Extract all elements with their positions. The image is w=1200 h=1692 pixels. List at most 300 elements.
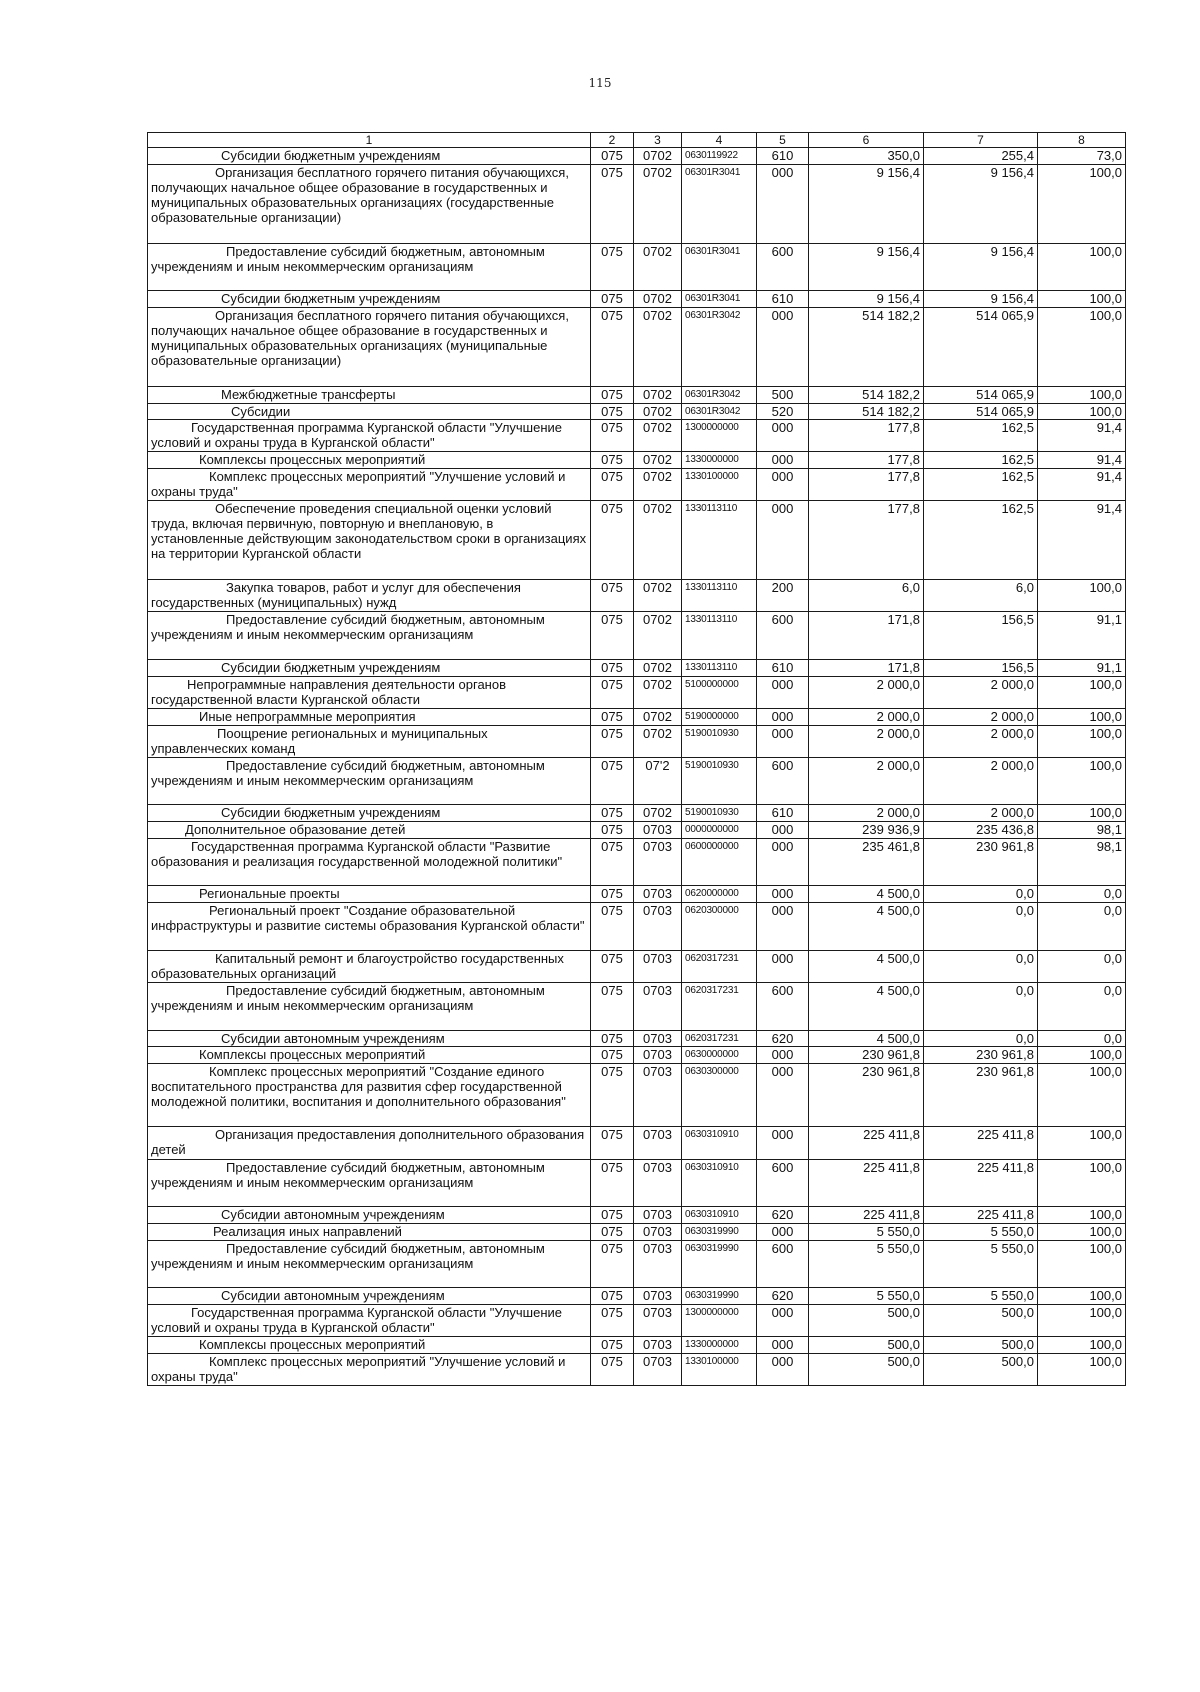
budget-item-name: Предоставление субсидий бюджетным, автономным учреждениям и иным некоммерческим организациям — [148, 243, 591, 291]
budget-item-name: Субсидии автономным учреждениям — [148, 1030, 591, 1047]
admin-code: 075 — [591, 676, 634, 708]
budget-item-name: Комплекс процессных мероприятий "Улучшение условий и охраны труда" — [148, 468, 591, 500]
approved-amount: 2 000,0 — [809, 676, 924, 708]
budget-item-name: Субсидии — [148, 403, 591, 420]
executed-amount: 225 411,8 — [924, 1127, 1038, 1159]
approved-amount: 500,0 — [809, 1337, 924, 1354]
budget-item-name: Дополнительное образование детей — [148, 822, 591, 839]
expense-type-code: 000 — [757, 1047, 809, 1064]
approved-amount: 235 461,8 — [809, 838, 924, 886]
admin-code: 075 — [591, 1064, 634, 1127]
approved-amount: 500,0 — [809, 1304, 924, 1336]
execution-percent: 91,4 — [1038, 452, 1126, 469]
admin-code: 075 — [591, 501, 634, 580]
execution-percent: 0,0 — [1038, 1030, 1126, 1047]
section-code: 0702 — [634, 660, 682, 677]
budget-item-name: Реализация иных направлений — [148, 1224, 591, 1241]
column-number-header: 3 — [634, 133, 682, 148]
expense-type-code: 610 — [757, 291, 809, 308]
execution-percent: 100,0 — [1038, 805, 1126, 822]
target-article-code: 0000000000 — [682, 822, 757, 839]
admin-code: 075 — [591, 1127, 634, 1159]
expense-type-code: 000 — [757, 1304, 809, 1336]
expense-type-code: 000 — [757, 708, 809, 725]
executed-amount: 6,0 — [924, 580, 1038, 612]
target-article-code: 1300000000 — [682, 420, 757, 452]
approved-amount: 514 182,2 — [809, 307, 924, 386]
table-row — [148, 903, 1126, 951]
section-code: 0703 — [634, 983, 682, 1031]
table-row — [148, 452, 1126, 469]
target-article-code: 5190010930 — [682, 757, 757, 805]
section-code: 0703 — [634, 903, 682, 951]
admin-code: 075 — [591, 822, 634, 839]
target-article-code: 1330113110 — [682, 612, 757, 660]
execution-percent: 100,0 — [1038, 1337, 1126, 1354]
executed-amount: 9 156,4 — [924, 291, 1038, 308]
executed-amount: 500,0 — [924, 1353, 1038, 1385]
table-row — [148, 708, 1126, 725]
table-row — [148, 660, 1126, 677]
executed-amount: 225 411,8 — [924, 1207, 1038, 1224]
table-row — [148, 243, 1126, 291]
table-row — [148, 1030, 1126, 1047]
table-row — [148, 1159, 1126, 1207]
budget-item-name: Комплексы процессных мероприятий — [148, 452, 591, 469]
table-row — [148, 1353, 1126, 1385]
section-code: 0703 — [634, 1288, 682, 1305]
admin-code: 075 — [591, 403, 634, 420]
admin-code: 075 — [591, 1288, 634, 1305]
expense-type-code: 520 — [757, 403, 809, 420]
execution-percent: 100,0 — [1038, 757, 1126, 805]
executed-amount: 255,4 — [924, 148, 1038, 165]
approved-amount: 230 961,8 — [809, 1064, 924, 1127]
budget-item-name: Субсидии бюджетным учреждениям — [148, 660, 591, 677]
table-row — [148, 822, 1126, 839]
table-row — [148, 420, 1126, 452]
table-row — [148, 1224, 1126, 1241]
execution-percent: 0,0 — [1038, 903, 1126, 951]
approved-amount: 177,8 — [809, 452, 924, 469]
expense-type-code: 000 — [757, 950, 809, 982]
target-article-code: 06301R3042 — [682, 386, 757, 403]
budget-item-name: Региональные проекты — [148, 886, 591, 903]
expense-type-code: 000 — [757, 452, 809, 469]
admin-code: 075 — [591, 148, 634, 165]
execution-percent: 91,1 — [1038, 660, 1126, 677]
target-article-code: 1330113110 — [682, 580, 757, 612]
budget-item-name: Комплекс процессных мероприятий "Улучшение условий и охраны труда" — [148, 1353, 591, 1385]
executed-amount: 162,5 — [924, 420, 1038, 452]
approved-amount: 4 500,0 — [809, 903, 924, 951]
target-article-code: 1330113110 — [682, 660, 757, 677]
expense-type-code: 000 — [757, 903, 809, 951]
table-row — [148, 886, 1126, 903]
table-row — [148, 1064, 1126, 1127]
section-code: 0703 — [634, 1353, 682, 1385]
execution-percent: 100,0 — [1038, 403, 1126, 420]
admin-code: 075 — [591, 886, 634, 903]
executed-amount: 235 436,8 — [924, 822, 1038, 839]
budget-item-name: Государственная программа Курганской области "Улучшение условий и охраны труда в Курганской области" — [148, 1304, 591, 1336]
target-article-code: 5190000000 — [682, 708, 757, 725]
target-article-code: 06301R3041 — [682, 164, 757, 243]
execution-percent: 100,0 — [1038, 386, 1126, 403]
executed-amount: 2 000,0 — [924, 708, 1038, 725]
approved-amount: 4 500,0 — [809, 1030, 924, 1047]
column-number-header: 8 — [1038, 133, 1126, 148]
budget-item-name: Субсидии бюджетным учреждениям — [148, 805, 591, 822]
budget-item-name: Межбюджетные трансферты — [148, 386, 591, 403]
budget-item-name: Комплекс процессных мероприятий "Создание единого воспитательного пространства для развития сфер государственной молодежной политики, воспитания и дополнительного образования" — [148, 1064, 591, 1127]
admin-code: 075 — [591, 307, 634, 386]
expense-type-code: 000 — [757, 886, 809, 903]
approved-amount: 350,0 — [809, 148, 924, 165]
approved-amount: 514 182,2 — [809, 403, 924, 420]
section-code: 0703 — [634, 950, 682, 982]
approved-amount: 225 411,8 — [809, 1159, 924, 1207]
budget-item-name: Субсидии бюджетным учреждениям — [148, 291, 591, 308]
budget-item-name: Организация бесплатного горячего питания обучающихся, получающих начальное общее образование в государственных и муниципальных образовательных организациях (муниципальные образовательные организации) — [148, 307, 591, 386]
table-row — [148, 148, 1126, 165]
execution-percent: 100,0 — [1038, 307, 1126, 386]
target-article-code: 5100000000 — [682, 676, 757, 708]
budget-item-name: Предоставление субсидий бюджетным, автономным учреждениям и иным некоммерческим организациям — [148, 757, 591, 805]
executed-amount: 5 550,0 — [924, 1240, 1038, 1288]
target-article-code: 1330100000 — [682, 468, 757, 500]
execution-percent: 98,1 — [1038, 838, 1126, 886]
section-code: 0703 — [634, 1159, 682, 1207]
expense-type-code: 600 — [757, 612, 809, 660]
admin-code: 075 — [591, 1240, 634, 1288]
executed-amount: 9 156,4 — [924, 164, 1038, 243]
budget-table-body — [148, 148, 1126, 1386]
admin-code: 075 — [591, 1030, 634, 1047]
section-code: 0703 — [634, 1030, 682, 1047]
execution-percent: 0,0 — [1038, 886, 1126, 903]
approved-amount: 6,0 — [809, 580, 924, 612]
expense-type-code: 000 — [757, 468, 809, 500]
expense-type-code: 200 — [757, 580, 809, 612]
section-code: 0702 — [634, 243, 682, 291]
executed-amount: 0,0 — [924, 1030, 1038, 1047]
budget-item-name: Предоставление субсидий бюджетным, автономным учреждениям и иным некоммерческим организациям — [148, 612, 591, 660]
approved-amount: 5 550,0 — [809, 1224, 924, 1241]
section-code: 0702 — [634, 612, 682, 660]
execution-percent: 100,0 — [1038, 1127, 1126, 1159]
target-article-code: 06301R3042 — [682, 403, 757, 420]
executed-amount: 514 065,9 — [924, 403, 1038, 420]
target-article-code: 0630319990 — [682, 1224, 757, 1241]
executed-amount: 500,0 — [924, 1337, 1038, 1354]
expense-type-code: 000 — [757, 420, 809, 452]
table-row — [148, 1288, 1126, 1305]
executed-amount: 2 000,0 — [924, 805, 1038, 822]
expense-type-code: 000 — [757, 822, 809, 839]
table-row — [148, 1047, 1126, 1064]
admin-code: 075 — [591, 164, 634, 243]
admin-code: 075 — [591, 1207, 634, 1224]
budget-item-name: Субсидии автономным учреждениям — [148, 1207, 591, 1224]
executed-amount: 162,5 — [924, 501, 1038, 580]
section-code: 0703 — [634, 838, 682, 886]
executed-amount: 0,0 — [924, 983, 1038, 1031]
approved-amount: 225 411,8 — [809, 1127, 924, 1159]
expense-type-code: 600 — [757, 1159, 809, 1207]
approved-amount: 2 000,0 — [809, 708, 924, 725]
column-number-header: 6 — [809, 133, 924, 148]
execution-percent: 100,0 — [1038, 580, 1126, 612]
expense-type-code: 600 — [757, 757, 809, 805]
executed-amount: 156,5 — [924, 660, 1038, 677]
admin-code: 075 — [591, 1224, 634, 1241]
column-number-header: 7 — [924, 133, 1038, 148]
table-row — [148, 468, 1126, 500]
executed-amount: 0,0 — [924, 950, 1038, 982]
section-code: 0703 — [634, 1207, 682, 1224]
table-row — [148, 1240, 1126, 1288]
section-code: 0702 — [634, 805, 682, 822]
approved-amount: 5 550,0 — [809, 1240, 924, 1288]
target-article-code: 0630319990 — [682, 1240, 757, 1288]
expense-type-code: 620 — [757, 1207, 809, 1224]
target-article-code: 1330000000 — [682, 1337, 757, 1354]
budget-item-name: Государственная программа Курганской области "Развитие образования и реализация государственной молодежной политики" — [148, 838, 591, 886]
section-code: 0703 — [634, 1304, 682, 1336]
target-article-code: 0630319990 — [682, 1288, 757, 1305]
execution-percent: 100,0 — [1038, 1207, 1126, 1224]
expense-type-code: 000 — [757, 838, 809, 886]
target-article-code: 0630300000 — [682, 1064, 757, 1127]
expense-type-code: 000 — [757, 1337, 809, 1354]
approved-amount: 225 411,8 — [809, 1207, 924, 1224]
budget-item-name: Закупка товаров, работ и услуг для обеспечения государственных (муниципальных) нужд — [148, 580, 591, 612]
admin-code: 075 — [591, 1353, 634, 1385]
execution-percent: 100,0 — [1038, 243, 1126, 291]
section-code: 0702 — [634, 452, 682, 469]
target-article-code: 06301R3041 — [682, 291, 757, 308]
table-row — [148, 164, 1126, 243]
target-article-code: 5190010930 — [682, 805, 757, 822]
executed-amount: 5 550,0 — [924, 1224, 1038, 1241]
target-article-code: 0620317231 — [682, 950, 757, 982]
execution-percent: 73,0 — [1038, 148, 1126, 165]
execution-percent: 91,1 — [1038, 612, 1126, 660]
executed-amount: 156,5 — [924, 612, 1038, 660]
column-number-header: 1 — [148, 133, 591, 148]
target-article-code: 0620317231 — [682, 983, 757, 1031]
expense-type-code: 000 — [757, 676, 809, 708]
target-article-code: 0630000000 — [682, 1047, 757, 1064]
approved-amount: 9 156,4 — [809, 243, 924, 291]
admin-code: 075 — [591, 468, 634, 500]
expense-type-code: 000 — [757, 1127, 809, 1159]
budget-item-name: Комплексы процессных мероприятий — [148, 1047, 591, 1064]
expense-type-code: 000 — [757, 725, 809, 757]
admin-code: 075 — [591, 580, 634, 612]
expense-type-code: 620 — [757, 1288, 809, 1305]
column-number-header: 4 — [682, 133, 757, 148]
admin-code: 075 — [591, 420, 634, 452]
target-article-code: 0630119922 — [682, 148, 757, 165]
section-code: 0703 — [634, 822, 682, 839]
table-row — [148, 1127, 1126, 1159]
section-code: 0702 — [634, 403, 682, 420]
budget-item-name: Обеспечение проведения специальной оценки условий труда, включая первичную, повторную и внеплановую, в установленные действующим законодательством сроки в организациях на территории Курганской области — [148, 501, 591, 580]
expense-type-code: 000 — [757, 501, 809, 580]
execution-percent: 100,0 — [1038, 1047, 1126, 1064]
executed-amount: 2 000,0 — [924, 725, 1038, 757]
approved-amount: 4 500,0 — [809, 950, 924, 982]
table-row — [148, 838, 1126, 886]
admin-code: 075 — [591, 386, 634, 403]
section-code: 0703 — [634, 886, 682, 903]
budget-item-name: Комплексы процессных мероприятий — [148, 1337, 591, 1354]
executed-amount: 5 550,0 — [924, 1288, 1038, 1305]
budget-item-name: Государственная программа Курганской области "Улучшение условий и охраны труда в Курганской области" — [148, 420, 591, 452]
approved-amount: 4 500,0 — [809, 983, 924, 1031]
target-article-code: 0620300000 — [682, 903, 757, 951]
execution-percent: 0,0 — [1038, 983, 1126, 1031]
execution-percent: 100,0 — [1038, 725, 1126, 757]
approved-amount: 171,8 — [809, 612, 924, 660]
execution-percent: 100,0 — [1038, 676, 1126, 708]
section-code: 0703 — [634, 1047, 682, 1064]
expense-type-code: 600 — [757, 1240, 809, 1288]
admin-code: 075 — [591, 838, 634, 886]
execution-percent: 100,0 — [1038, 1224, 1126, 1241]
budget-table — [147, 132, 1126, 1386]
approved-amount: 9 156,4 — [809, 164, 924, 243]
executed-amount: 230 961,8 — [924, 838, 1038, 886]
table-row — [148, 403, 1126, 420]
approved-amount: 230 961,8 — [809, 1047, 924, 1064]
expense-type-code: 500 — [757, 386, 809, 403]
execution-percent: 100,0 — [1038, 1304, 1126, 1336]
section-code: 0702 — [634, 501, 682, 580]
execution-percent: 100,0 — [1038, 1353, 1126, 1385]
expense-type-code: 000 — [757, 1353, 809, 1385]
execution-percent: 100,0 — [1038, 708, 1126, 725]
admin-code: 075 — [591, 903, 634, 951]
target-article-code: 0630310910 — [682, 1207, 757, 1224]
execution-percent: 91,4 — [1038, 420, 1126, 452]
approved-amount: 177,8 — [809, 420, 924, 452]
executed-amount: 9 156,4 — [924, 243, 1038, 291]
target-article-code: 0620317231 — [682, 1030, 757, 1047]
admin-code: 075 — [591, 983, 634, 1031]
target-article-code: 0630310910 — [682, 1159, 757, 1207]
budget-item-name: Предоставление субсидий бюджетным, автономным учреждениям и иным некоммерческим организациям — [148, 1240, 591, 1288]
table-row — [148, 1304, 1126, 1336]
table-row — [148, 950, 1126, 982]
budget-item-name: Организация предоставления дополнительного образования детей — [148, 1127, 591, 1159]
executed-amount: 2 000,0 — [924, 676, 1038, 708]
target-article-code: 5190010930 — [682, 725, 757, 757]
execution-percent: 91,4 — [1038, 468, 1126, 500]
budget-item-name: Субсидии бюджетным учреждениям — [148, 148, 591, 165]
execution-percent: 100,0 — [1038, 164, 1126, 243]
table-row — [148, 580, 1126, 612]
admin-code: 075 — [591, 1304, 634, 1336]
expense-type-code: 610 — [757, 805, 809, 822]
budget-item-name: Предоставление субсидий бюджетным, автономным учреждениям и иным некоммерческим организациям — [148, 983, 591, 1031]
execution-percent: 100,0 — [1038, 1064, 1126, 1127]
executed-amount: 0,0 — [924, 886, 1038, 903]
execution-percent: 100,0 — [1038, 1240, 1126, 1288]
executed-amount: 162,5 — [924, 452, 1038, 469]
column-number-header: 5 — [757, 133, 809, 148]
executed-amount: 514 065,9 — [924, 307, 1038, 386]
section-code: 0702 — [634, 386, 682, 403]
execution-percent: 100,0 — [1038, 1159, 1126, 1207]
admin-code: 075 — [591, 660, 634, 677]
budget-item-name: Иные непрограммные мероприятия — [148, 708, 591, 725]
table-row — [148, 291, 1126, 308]
target-article-code: 1300000000 — [682, 1304, 757, 1336]
target-article-code: 1330100000 — [682, 1353, 757, 1385]
section-code: 0702 — [634, 291, 682, 308]
section-code: 0702 — [634, 580, 682, 612]
page-number: 115 — [588, 76, 612, 90]
section-code: 0703 — [634, 1240, 682, 1288]
table-row — [148, 676, 1126, 708]
approved-amount: 239 936,9 — [809, 822, 924, 839]
section-code: 0703 — [634, 1064, 682, 1127]
budget-item-name: Поощрение региональных и муниципальных управленческих команд — [148, 725, 591, 757]
admin-code: 075 — [591, 243, 634, 291]
approved-amount: 9 156,4 — [809, 291, 924, 308]
approved-amount: 5 550,0 — [809, 1288, 924, 1305]
execution-percent: 0,0 — [1038, 950, 1126, 982]
table-row — [148, 725, 1126, 757]
target-article-code: 1330000000 — [682, 452, 757, 469]
section-code: 07'2 — [634, 757, 682, 805]
approved-amount: 2 000,0 — [809, 725, 924, 757]
executed-amount: 500,0 — [924, 1304, 1038, 1336]
approved-amount: 177,8 — [809, 501, 924, 580]
expense-type-code: 610 — [757, 660, 809, 677]
column-number-header-row — [148, 133, 1126, 148]
table-row — [148, 757, 1126, 805]
budget-item-name: Капитальный ремонт и благоустройство государственных образовательных организаций — [148, 950, 591, 982]
executed-amount: 2 000,0 — [924, 757, 1038, 805]
admin-code: 075 — [591, 757, 634, 805]
admin-code: 075 — [591, 1159, 634, 1207]
section-code: 0703 — [634, 1127, 682, 1159]
expense-type-code: 610 — [757, 148, 809, 165]
admin-code: 075 — [591, 725, 634, 757]
target-article-code: 0620000000 — [682, 886, 757, 903]
admin-code: 075 — [591, 291, 634, 308]
approved-amount: 177,8 — [809, 468, 924, 500]
table-row — [148, 307, 1126, 386]
expense-type-code: 000 — [757, 1064, 809, 1127]
budget-item-name: Организация бесплатного горячего питания обучающихся, получающих начальное общее образование в государственных и муниципальных образовательных организациях (государственные образовательные организации) — [148, 164, 591, 243]
section-code: 0702 — [634, 164, 682, 243]
section-code: 0702 — [634, 725, 682, 757]
executed-amount: 225 411,8 — [924, 1159, 1038, 1207]
execution-percent: 98,1 — [1038, 822, 1126, 839]
admin-code: 075 — [591, 950, 634, 982]
budget-item-name: Непрограммные направления деятельности органов государственной власти Курганской области — [148, 676, 591, 708]
target-article-code: 06301R3041 — [682, 243, 757, 291]
target-article-code: 06301R3042 — [682, 307, 757, 386]
table-row — [148, 501, 1126, 580]
admin-code: 075 — [591, 1047, 634, 1064]
table-row — [148, 612, 1126, 660]
